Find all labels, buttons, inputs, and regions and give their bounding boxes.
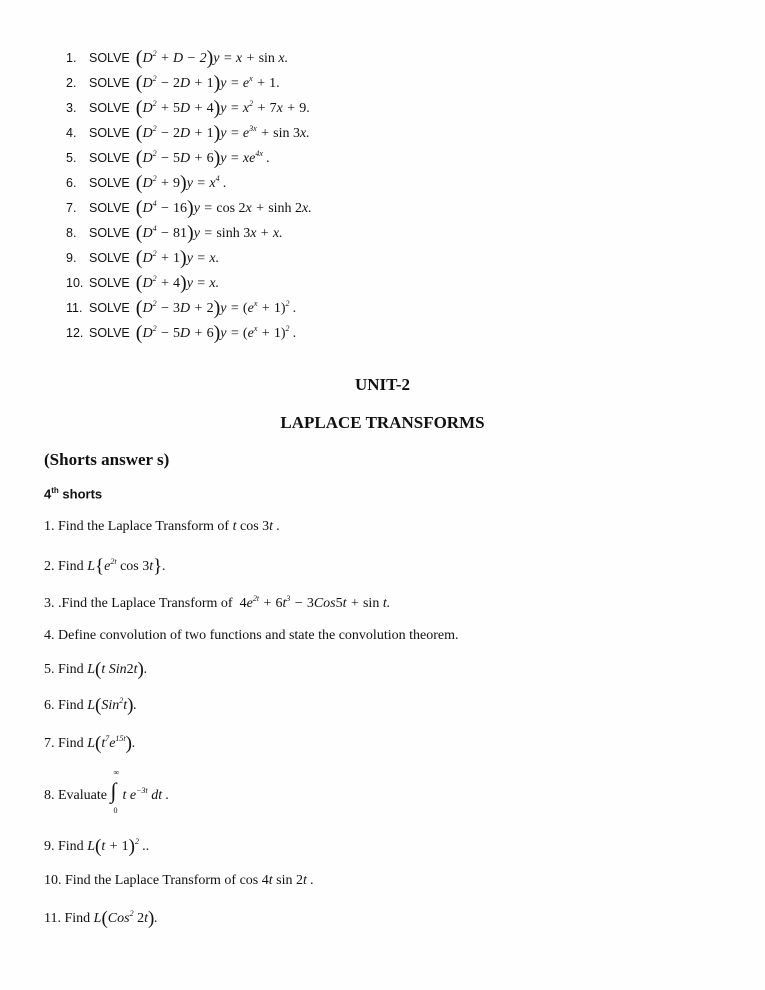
- list-item: [66, 121, 310, 145]
- item-number: 2.: [66, 76, 77, 90]
- item-number: 12.: [66, 326, 84, 340]
- list-item: [66, 246, 219, 270]
- equation: $(D^2 - 2D + 1)y = e^{3x} + \sin 3x$.: [135, 122, 310, 144]
- equation: $(D^2 - 5D + 6)y = (e^x + 1)^2$ .: [135, 322, 297, 344]
- question-text: 6. Find: [44, 698, 88, 713]
- equation: $(D^2 - 2D + 1)y = e^x + 1$.: [135, 72, 280, 94]
- solve-keyword: SOLVE: [89, 176, 130, 190]
- question-text: 11. Find: [44, 911, 94, 926]
- question-math: $L(t^7e^{15t})$.: [87, 733, 136, 754]
- sub-heading-ordinal: th: [51, 486, 59, 495]
- solve-keyword: SOLVE: [89, 226, 130, 240]
- sub-heading: [44, 486, 102, 501]
- question-5: [44, 659, 147, 681]
- question-math: L(t Sin2t).: [87, 659, 148, 680]
- question-text: 5. Find: [44, 662, 88, 677]
- solve-keyword: SOLVE: [89, 76, 130, 90]
- list-item: [66, 46, 288, 70]
- item-number: 4.: [66, 126, 77, 140]
- question-2: [44, 556, 166, 578]
- list-item: [66, 196, 312, 220]
- question-text: 3. .Find the Laplace Transform of: [44, 596, 237, 611]
- question-text: 1. Find the Laplace Transform of: [44, 519, 233, 534]
- item-number: 7.: [66, 201, 77, 215]
- equation: $(D^2 + 4)y = x$.: [135, 272, 220, 294]
- solve-keyword: SOLVE: [89, 301, 130, 315]
- question-math: ∞ ∫ 0 t $e^{-3t}$ dt .: [110, 768, 170, 815]
- question-8: [44, 768, 170, 815]
- item-number: 1.: [66, 51, 77, 65]
- equation: $(D^2 + 9)y = x^4$ .: [135, 172, 227, 194]
- question-text: 10. Find the Laplace Transform of: [44, 873, 240, 888]
- solve-keyword: SOLVE: [89, 251, 130, 265]
- list-item: [66, 71, 280, 95]
- list-item: [66, 146, 270, 170]
- solve-keyword: SOLVE: [89, 126, 130, 140]
- question-text: 7. Find: [44, 736, 88, 751]
- question-6: [44, 695, 137, 717]
- solve-keyword: SOLVE: [89, 151, 130, 165]
- question-1: [44, 519, 280, 535]
- question-7: [44, 733, 135, 755]
- equation: $(D^2 + 1)y = x$.: [135, 247, 220, 269]
- solve-keyword: SOLVE: [89, 326, 130, 340]
- item-number: 6.: [66, 176, 77, 190]
- list-item: [66, 296, 297, 320]
- question-11: [44, 908, 158, 930]
- equation: $(D^2 + D - 2)y = x + \sin x$.: [135, 47, 289, 69]
- question-math: t cos 3t .: [232, 519, 281, 534]
- solve-keyword: SOLVE: [89, 51, 130, 65]
- equation: $(D^2 - 3D + 2)y = (e^x + 1)^2$ .: [135, 297, 297, 319]
- list-item: [66, 171, 227, 195]
- question-text: 2. Find: [44, 559, 88, 574]
- list-item: [66, 221, 283, 245]
- question-9: [44, 836, 149, 858]
- question-4: 4. Define convolution of two functions and state the convolution theorem.: [44, 628, 459, 643]
- question-math: $L\{e^{2t}$ cos 3t}.: [87, 556, 166, 577]
- list-item: [66, 271, 219, 295]
- question-math: $L(t + 1)^2$ ..: [87, 836, 150, 857]
- section-heading: (Shorts answer s): [44, 450, 170, 469]
- question-math: $4e^{2t} + 6t^3 - 3Cos5t + \sin t$.: [239, 594, 391, 611]
- question-10: [44, 873, 314, 889]
- sub-heading-number: 4: [44, 486, 52, 502]
- item-number: 11.: [66, 301, 83, 315]
- equation: $(D^2 - 5D + 6)y = xe^{4x}$ .: [135, 147, 270, 169]
- question-text: 8. Evaluate: [44, 788, 111, 803]
- list-item: [66, 96, 310, 120]
- question-math: L(Cos$^2$ 2t).: [93, 908, 158, 929]
- solve-keyword: SOLVE: [89, 276, 130, 290]
- question-math: cos 4t sin 2t .: [239, 873, 314, 888]
- unit-title: UNIT-2: [354, 375, 411, 394]
- item-number: 3.: [66, 101, 77, 115]
- question-text: 9. Find: [44, 839, 88, 854]
- solve-keyword: SOLVE: [89, 101, 130, 115]
- subject-title: LAPLACE TRANSFORMS: [280, 413, 485, 432]
- item-number: 9.: [66, 251, 77, 265]
- item-number: 8.: [66, 226, 77, 240]
- equation: $(D^4 - 16)y = \cos 2x + \sinh 2x$.: [135, 197, 312, 219]
- equation: $(D^2 + 5D + 4)y = x^2 + 7x + 9$.: [135, 97, 310, 119]
- equation: $(D^4 - 81)y = \sinh 3x + x$.: [135, 222, 283, 244]
- question-3: [44, 594, 390, 612]
- sub-heading-text: shorts: [58, 486, 103, 502]
- item-number: 10.: [66, 276, 84, 290]
- list-item: [66, 321, 297, 345]
- question-math: L(Sin$^2$t).: [87, 695, 137, 716]
- item-number: 5.: [66, 151, 77, 165]
- solve-keyword: SOLVE: [89, 201, 130, 215]
- integral-symbol: ∞ ∫ 0: [110, 768, 120, 815]
